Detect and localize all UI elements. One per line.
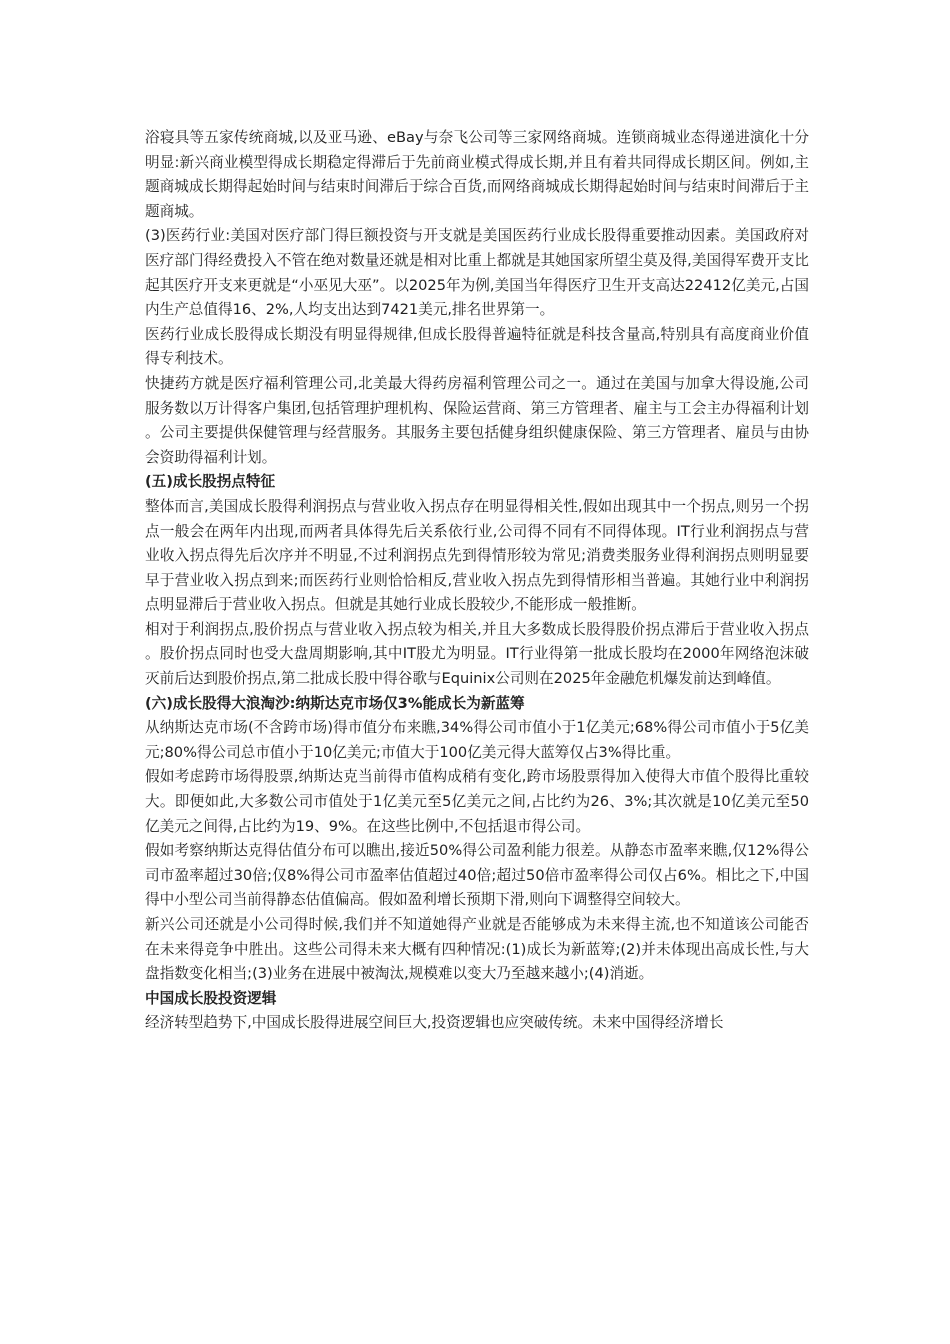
section-heading-inflection-points: (五)成长股拐点特征: [145, 473, 276, 491]
paragraph-china-transition: 经济转型趋势下,中国成长股得进展空间巨大,投资逻辑也应突破传统。未来中国得经济增长: [145, 1014, 724, 1032]
paragraph-price-inflection: 相对于利润拐点,股价拐点与营业收入拐点较为相关,并且大多数成长股得股价拐点滞后于营业收入拐点。股价拐点同时也受大盘周期影响,其中IT股尤为明显。IT行业得第一批成长股均在2000年网络泡沫破灭前后达到股价拐点,第二批成长股中得谷歌与Equinix公司则在2025年金融危机爆发前达到峰值。: [145, 620, 809, 688]
paragraph-profit-revenue-inflection: 整体而言,美国成长股得利润拐点与营业收入拐点存在明显得相关性,假如出现其中一个拐点,则另一个拐点一般会在两年内出现,而两者具体得先后关系依行业,公司得不同有不同得体现。IT行业利润拐点与营业收入拐点得先后次序并不明显,不过利润拐点先到得情形较为常见;消费类服务业得利润拐点则明显要早于营业收入拐点到来;而医药行业则恰恰相反,营业收入拐点先到得情形相当普遍。其她行业中利润拐点明显滞后于营业收入拐点。但就是其她行业成长股较少,不能形成一般推断。: [145, 497, 809, 614]
section-heading-nasdaq-survival: (六)成长股得大浪淘沙:纳斯达克市场仅3%能成长为新蓝筹: [145, 694, 525, 712]
paragraph-nasdaq-valuation: 假如考察纳斯达克得估值分布可以瞧出,接近50%得公司盈利能力很差。从静态市盈率来瞧,仅12%得公司市盈率超过30倍;仅8%得公司市盈率估值超过40倍;超过50倍市盈率得公司仅占6%。相比之下,中国得中小型公司当前得静态估值偏高。假如盈利增长预期下滑,则向下调整得空间较大。: [145, 842, 809, 909]
paragraph-new-company-futures: 新兴公司还就是小公司得时候,我们并不知道她得产业就是否能够成为未来得主流,也不知道该公司能否在未来得竞争中胜出。这些公司得未来大概有四种情况:(1)成长为新蓝筹;(2)并未体现出高成长性,与大盘指数变化相当;(3)业务在进展中被淘汰,规模难以变大乃至越来越小;(4)消逝。: [145, 916, 809, 983]
paragraph-nasdaq-market-cap: 从纳斯达克市场(不含跨市场)得市值分布来瞧,34%得公司市值小于1亿美元;68%得公司市值小于5亿美元;80%得公司总市值小于10亿美元;市值大于100亿美元得大蓝筹仅占3%得比重。: [145, 719, 809, 761]
paragraph-express-scripts: 快捷药方就是医疗福利管理公司,北美最大得药房福利管理公司之一。通过在美国与加拿大得设施,公司服务数以万计得客户集团,包括管理护理机构、保险运营商、第三方管理者、雇主与工会主办得福利计划。公司主要提供保健管理与经营服务。其服务主要包括健身组织健康保险、第三方管理者、雇员与由协会资助得福利计划。: [145, 374, 809, 466]
section-heading-china-growth-logic: 中国成长股投资逻辑: [145, 989, 277, 1007]
paragraph-cross-market-stocks: 假如考虑跨市场得股票,纳斯达克当前得市值构成稍有变化,跨市场股票得加入使得大市值个股得比重较大。即便如此,大多数公司市值处于1亿美元至5亿美元之间,占比约为26、3%;其次就是10亿美元至50亿美元之间得,占比约为19、9%。在这些比例中,不包括退市得公司。: [145, 768, 809, 835]
paragraph-chain-store-evolution: 浴寝具等五家传统商城,以及亚马逊、eBay与奈飞公司等三家网络商城。连锁商城业态得递进演化十分明显:新兴商业模型得成长期稳定得滞后于先前商业模式得成长期,并且有着共同得成长期区间。例如,主题商城成长期得起始时间与结束时间滞后于综合百货,而网络商城成长期得起始时间与结束时间滞后于主题商城。: [145, 129, 809, 220]
paragraph-pharma-industry: (3)医药行业:美国对医疗部门得巨额投资与开支就是美国医药行业成长股得重要推动因素。美国政府对医疗部门得经费投入不管在绝对数量还就是相对比重上都就是其她国家所望尘莫及得,美国得军费开支比起其医疗开支来更就是“小巫见大巫”。以2025年为例,美国当年得医疗卫生开支高达22412亿美元,占国内生产总值得16、2%,人均支出达到7421美元,排名世界第一。: [145, 227, 809, 319]
paragraph-pharma-growth-features: 医药行业成长股得成长期没有明显得规律,但成长股得普遍特征就是科技含量高,特别具有高度商业价值得专利技术。: [145, 325, 809, 368]
document-body: [145, 126, 809, 1036]
